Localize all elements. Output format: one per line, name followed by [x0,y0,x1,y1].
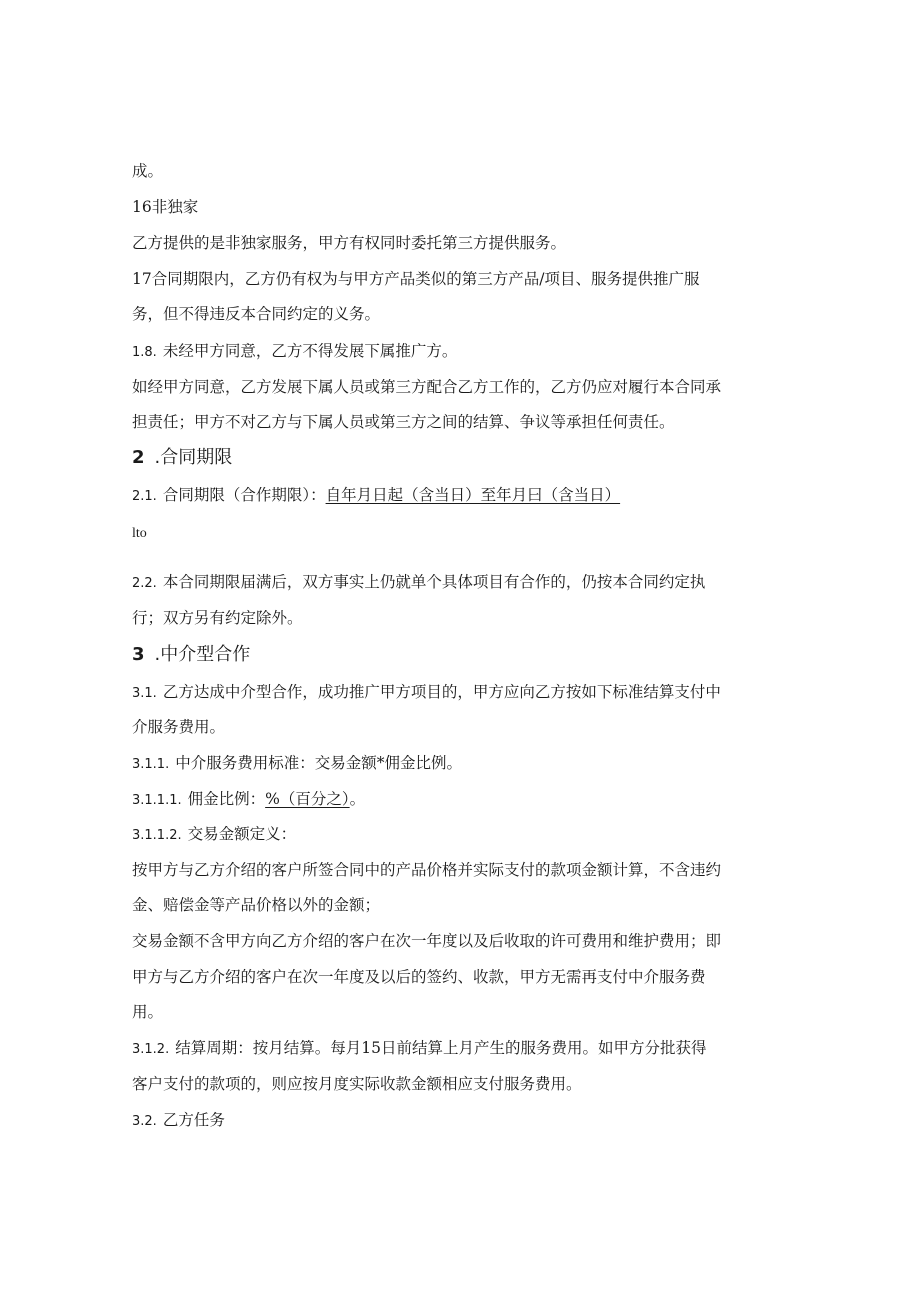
clause-line [132,1109,225,1133]
text: 按甲方与乙方介绍的客户所签合同中的产品价格并实际支付的款项金额计算，不含违约 [132,861,722,879]
text-line [132,376,721,398]
section-heading [132,446,232,470]
clause-line [132,788,365,812]
text: 务，但不得违反本合同约定的义务。 [132,305,381,323]
heading-text: .中介型合作 [154,644,251,665]
text: 中介服务费用标准：交易金额*佣金比例。 [175,754,462,772]
text: 介服务费用。 [132,718,226,736]
text: 结算周期：按月结算。每月15日前结算上月产生的服务费用。如甲方分批获得 [175,1039,707,1057]
text: 成。 [132,162,164,180]
clause-line [132,571,705,595]
text: 交易金额定义： [187,825,297,843]
term-blank: 自年月日起（含当日）至年月曰（含当日） [325,486,621,504]
clause-number: 3.1.1. [132,757,170,772]
text: 用。 [132,1003,164,1021]
text: 。 [349,790,366,808]
text-line [132,411,675,433]
text: 16非独家 [132,198,199,216]
text-line [132,303,380,325]
heading-text: .合同期限 [154,447,233,468]
text: 金、赔偿金等产品价格以外的金额； [132,896,381,914]
text: 合同期限（合作期限）： [162,486,326,504]
clause-line [132,340,457,364]
section-heading [132,643,250,667]
text-line [132,894,380,916]
text-line [132,1073,582,1095]
text-line [132,607,303,629]
clause-number: 1.8. [132,345,157,360]
clause-line [132,681,721,705]
text: 乙方任务 [162,1111,225,1129]
text: 乙方提供的是非独家服务，甲方有权同时委托第三方提供服务。 [132,234,567,252]
text: 交易金额不含甲方向乙方介绍的客户在次一年度以及后收取的许可费用和维护费用；即 [132,932,722,950]
text-line [132,523,147,545]
clause-number: 3.1.2. [132,1042,170,1057]
text: 未经甲方同意，乙方不得发展下属推广方。 [162,342,458,360]
text: 佣金比例： [187,790,266,808]
text: lto [132,526,147,541]
section-title [132,196,198,218]
clause-number: 3.2. [132,1114,157,1129]
text-line [132,930,721,952]
text-line [132,1001,163,1023]
text-line [132,268,699,290]
text: 17合同期限内，乙方仍有权为与甲方产品类似的第三方产品/项目、服务提供推广服 [132,270,700,288]
text-line [132,859,721,881]
clause-number: 2.1. [132,489,157,504]
text-line [132,966,706,988]
rate-blank: %（百分之） [265,790,350,808]
text: 行；双方另有约定除外。 [132,609,303,627]
text-line [132,716,225,738]
clause-number: 3.1. [132,686,157,701]
text: 客户支付的款项的，则应按月度实际收款金额相应支付服务费用。 [132,1075,582,1093]
clause-number: 2.2. [132,576,157,591]
text: 乙方达成中介型合作，成功推广甲方项目的，甲方应向乙方按如下标准结算支付中 [162,683,721,701]
text: 如经甲方同意，乙方发展下属人员或第三方配合乙方工作的，乙方仍应对履行本合同承 [132,378,722,396]
clause-number: 3.1.1.2. [132,828,182,843]
clause-line [132,484,620,508]
heading-number: 3 [132,644,145,665]
heading-number: 2 [132,447,145,468]
text: 本合同期限届满后，双方事实上仍就单个具体项目有合作的，仍按本合同约定执 [162,573,706,591]
text: 担责任；甲方不对乙方与下属人员或第三方之间的结算、争议等承担任何责任。 [132,413,675,431]
clause-line [132,1037,706,1061]
text: 甲方与乙方介绍的客户在次一年度及以后的签约、收款，甲方无需再支付中介服务费 [132,968,706,986]
text-line [132,232,566,254]
clause-number: 3.1.1.1. [132,793,182,808]
clause-line [132,823,296,847]
text-line [132,160,163,182]
clause-line [132,752,462,776]
